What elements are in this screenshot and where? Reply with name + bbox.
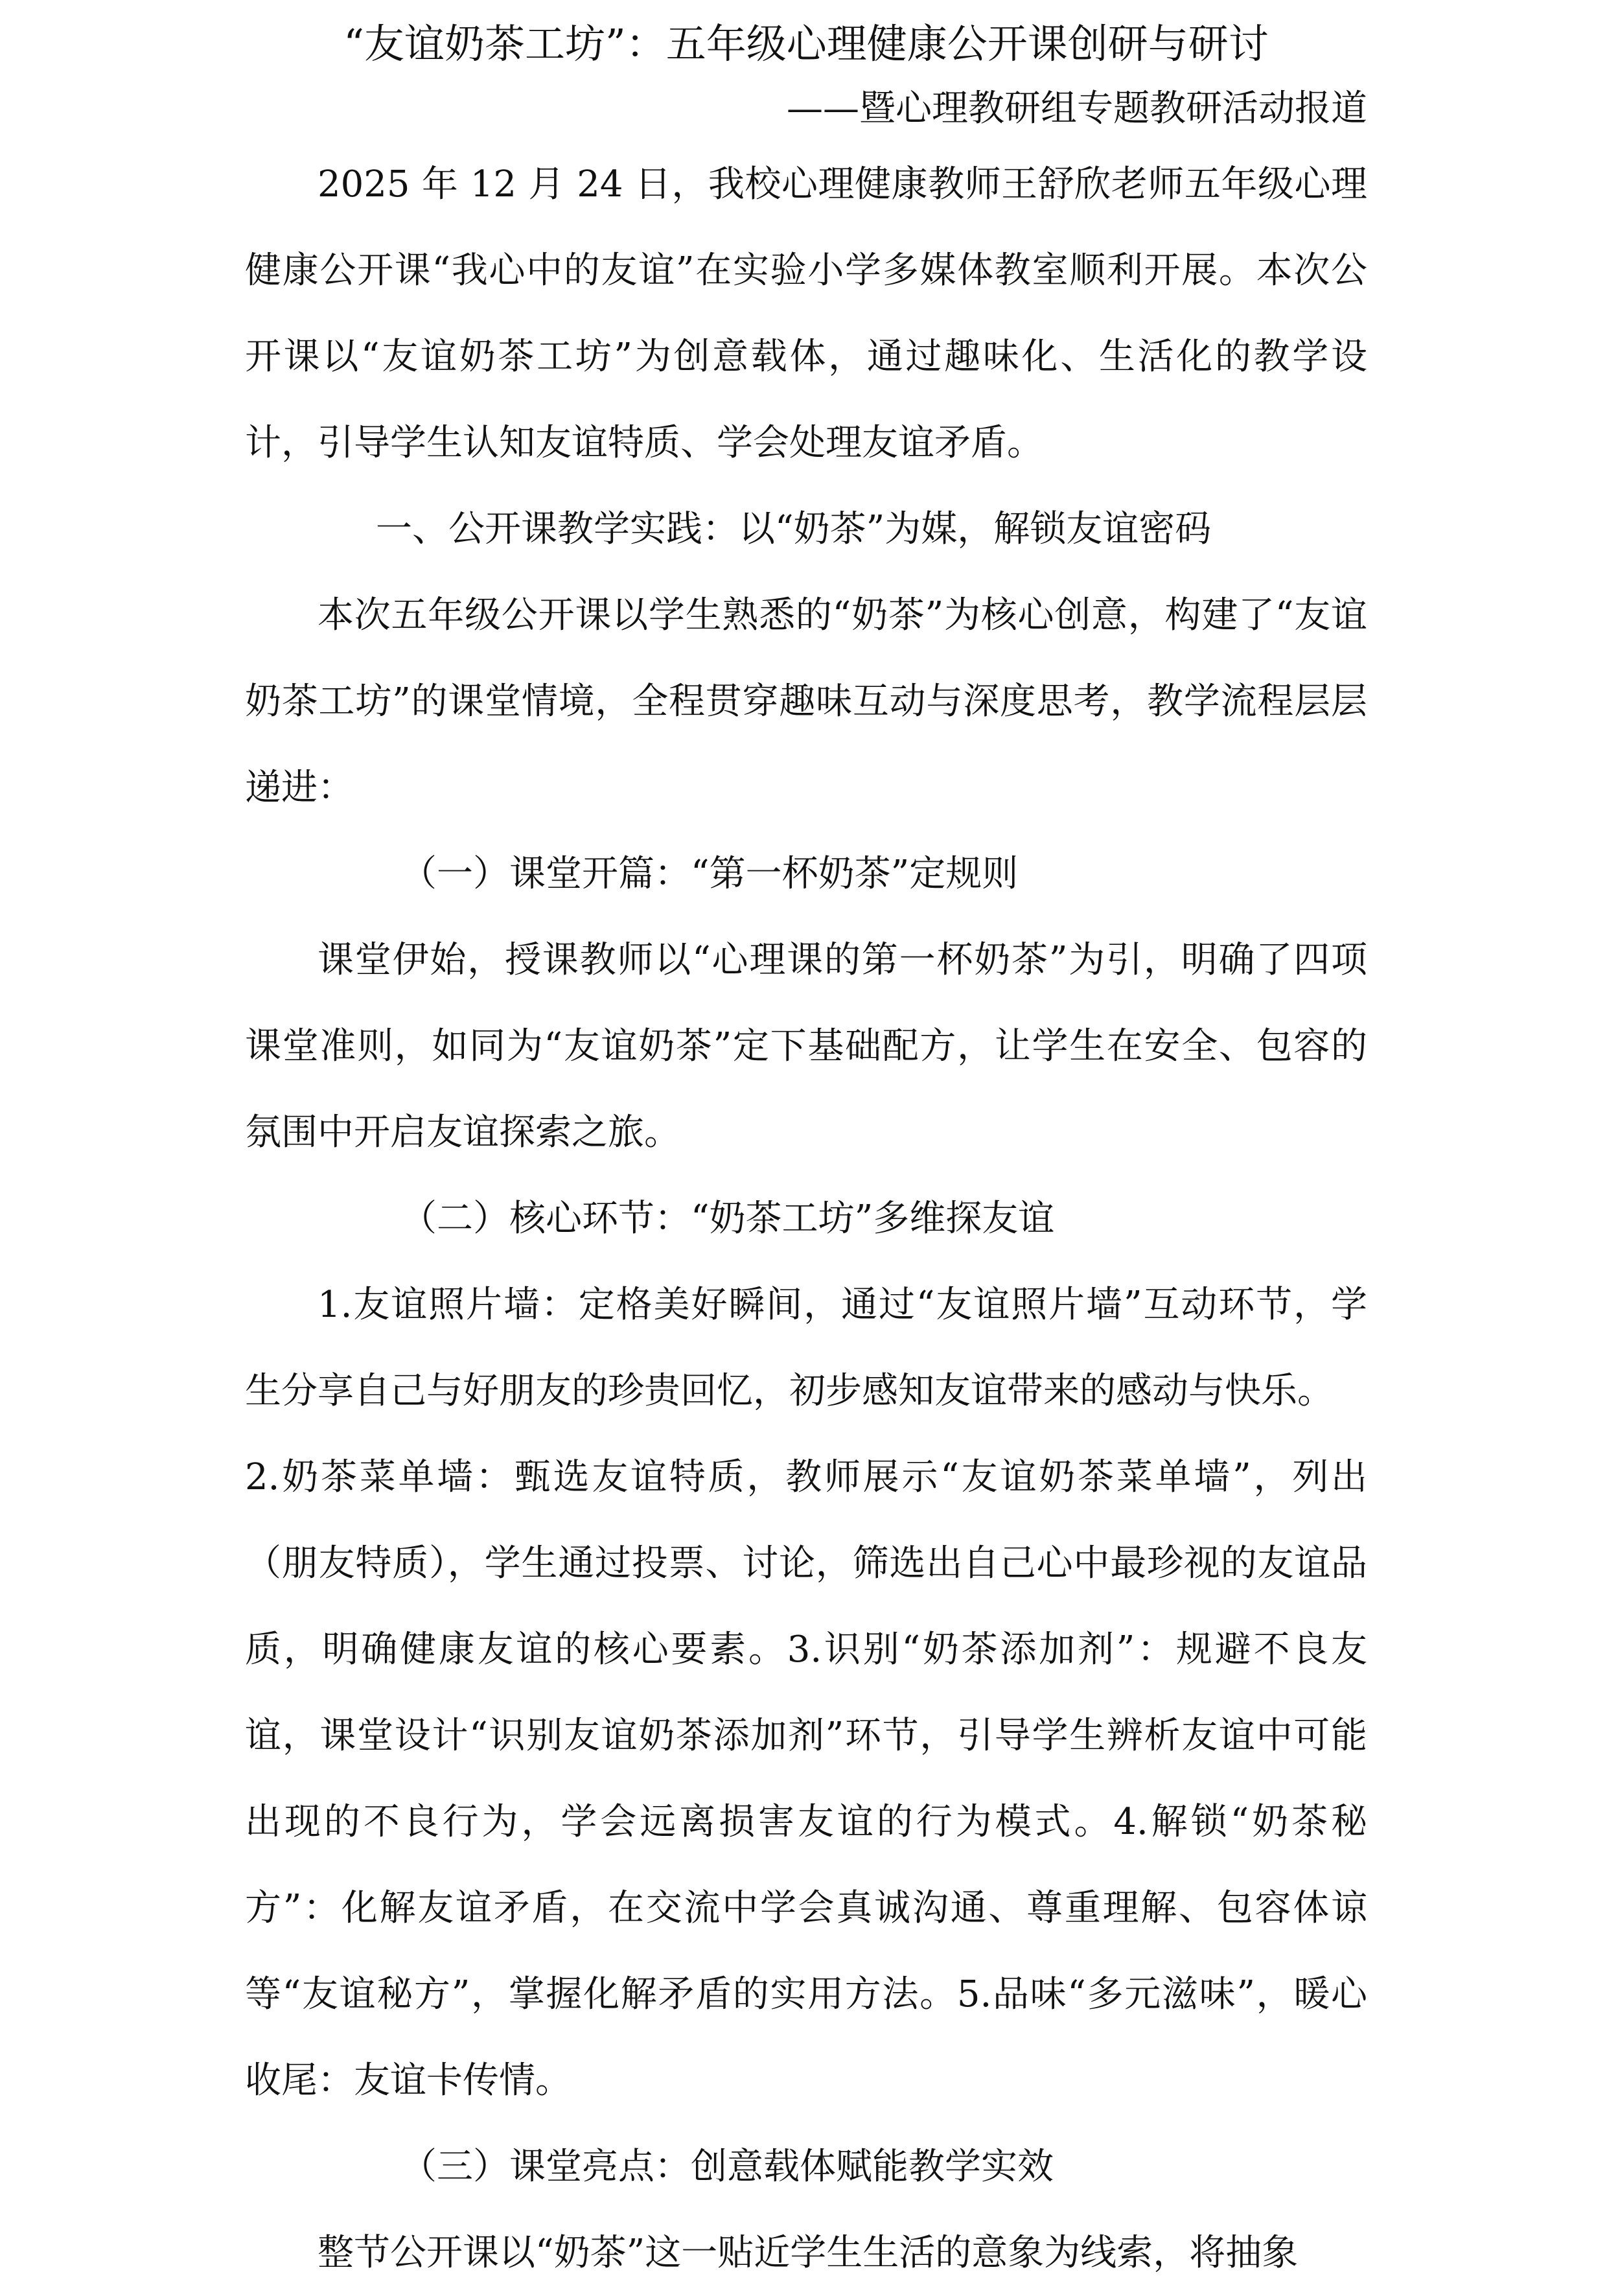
subsection-3-paragraph: 整节公开课以“奶茶”这一贴近学生生活的意象为线索，将抽象	[318, 2232, 1299, 2274]
section-1-paragraph: 本次五年级公开课以学生熟悉的“奶茶”为核心创意，构建了“友谊奶茶工坊”的课堂情境，全程贯穿趣味互动与深度思考，教学流程层层递进：	[245, 594, 1367, 809]
subsection-heading-3: （三）课堂亮点：创意载体赋能教学实效	[400, 2146, 1054, 2188]
intro-paragraph: 2025 年 12 月 24 日，我校心理健康教师王舒欣老师五年级心理健康公开课“我心中的友谊”在实验小学多媒体教室顺利开展。本次公开课以“友谊奶茶工坊”为创意载体，通过趣味化、生活化的教学设计，引导学生认知友谊特质、学会处理友谊矛盾。	[245, 163, 1367, 464]
subsection-heading-1: （一）课堂开篇：“第一杯奶茶”定规则	[400, 853, 1019, 895]
page-subtitle: ——暨心理教研组专题教研活动报道	[787, 87, 1367, 130]
subsection-1-paragraph: 课堂伊始，授课教师以“心理课的第一杯奶茶”为引，明确了四项课堂准则，如同为“友谊奶茶”定下基础配方，让学生在安全、包容的氛围中开启友谊探索之旅。	[245, 939, 1367, 1154]
page-title: “友谊奶茶工坊”：五年级心理健康公开课创研与研讨	[343, 20, 1269, 67]
subsection-2-item-1: 1.友谊照片墙：定格美好瞬间，通过“友谊照片墙”互动环节，学生分享自己与好朋友的珍贵回忆，初步感知友谊带来的感动与快乐。	[245, 1284, 1367, 1412]
section-heading-1: 一、公开课教学实践：以“奶茶”为媒，解锁友谊密码	[376, 508, 1212, 550]
document-body	[245, 12, 1367, 2296]
subsection-heading-2: （二）核心环节：“奶茶工坊”多维探友谊	[400, 1198, 1055, 1240]
subsection-2-items-2-5: 2.奶茶菜单墙：甄选友谊特质，教师展示“友谊奶茶菜单墙”，列出（朋友特质），学生通过投票、讨论，筛选出自己心中最珍视的友谊品质，明确健康友谊的核心要素。3.识别“奶茶添加剂”：规避不良友谊，课堂设计“识别友谊奶茶添加剂”环节，引导学生辨析友谊中可能出现的不良行为，学会远离损害友谊的行为模式。4.解锁“奶茶秘方”：化解友谊矛盾，在交流中学会真诚沟通、尊重理解、包容体谅等“友谊秘方”，掌握化解矛盾的实用方法。5.品味“多元滋味”，暖心收尾：友谊卡传情。	[245, 1456, 1367, 2102]
